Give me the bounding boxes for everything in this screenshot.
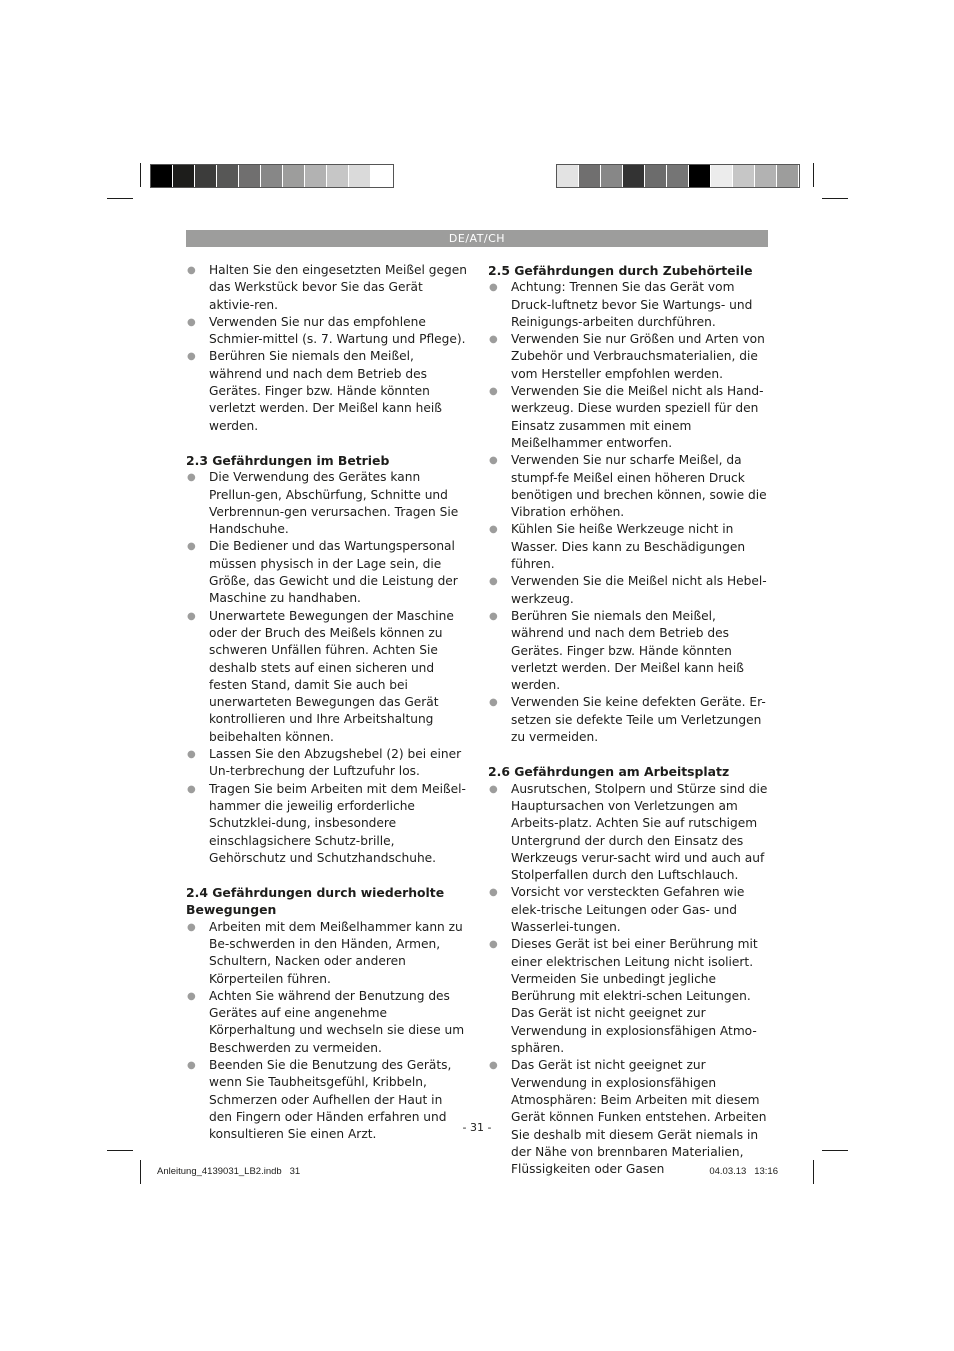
list-item-text: Dieses Gerät ist bei einer Berührung mit einer elektrischen Leitung nicht isoliert. Vermeiden Sie unbedingt jegliche Berührung mit elektri-schen Leitungen. Das Gerät ist nicht geeignet zur Verwendung in explosionsfähigen Atmo-sphären. bbox=[511, 937, 758, 1056]
list-item bbox=[488, 331, 770, 383]
color-bar-left bbox=[150, 164, 394, 188]
list-item bbox=[186, 746, 468, 781]
list-item-text: Berühren Sie niemals den Meißel, während und nach dem Betrieb des Gerätes. Finger bzw. Hände könnten verletzt werden. Der Meißel kann heiß werden. bbox=[511, 608, 744, 693]
crop-mark bbox=[813, 1160, 814, 1184]
bullet-icon: ● bbox=[489, 887, 498, 899]
color-swatch bbox=[601, 165, 623, 187]
bullet-icon: ● bbox=[187, 749, 196, 761]
color-swatch bbox=[371, 165, 393, 187]
color-swatch bbox=[261, 165, 283, 187]
list-item bbox=[186, 781, 468, 867]
bullet-icon: ● bbox=[489, 386, 498, 398]
color-swatch bbox=[557, 165, 579, 187]
section-heading: 2.6 Gefährdungen am Arbeitsplatz bbox=[488, 764, 730, 780]
list-item-text: Kühlen Sie heiße Werkzeuge nicht in Wasser. Dies kann zu Beschädigungen führen. bbox=[511, 522, 746, 572]
section-heading: 2.4 Gefährdungen durch wiederholte Bewegungen bbox=[186, 885, 445, 918]
list-item bbox=[186, 314, 468, 349]
page-number: - 31 - bbox=[462, 1121, 492, 1134]
crop-mark bbox=[822, 1150, 848, 1151]
list-item-text: Achten Sie während der Benutzung des Gerätes auf eine angenehme Körperhaltung und wechseln sie diese um Beschwerden zu vermeiden. bbox=[209, 988, 465, 1055]
crop-mark bbox=[822, 198, 848, 199]
color-swatch bbox=[173, 165, 195, 187]
section bbox=[186, 452, 468, 867]
bullet-icon: ● bbox=[187, 265, 196, 276]
list-item-text: Verwenden Sie die Meißel nicht als Hebel-werkzeug. bbox=[511, 574, 767, 606]
list-item bbox=[488, 781, 770, 885]
color-swatch bbox=[623, 165, 645, 187]
list-item-text: Halten Sie den eingesetzten Meißel gegen das Werkstück bevor Sie das Gerät aktivie-ren. bbox=[209, 263, 467, 312]
color-bar-right bbox=[556, 164, 800, 188]
color-swatch bbox=[733, 165, 755, 187]
bullet-icon: ● bbox=[187, 921, 196, 933]
color-swatch bbox=[689, 165, 711, 187]
crop-mark bbox=[140, 163, 141, 187]
list-item-text: Beenden Sie die Benutzung des Geräts, wenn Sie Taubheitsgefühl, Kribbeln, Schmerzen oder Aufhellen der Haut in den Fingern oder Händen erfahren und konsultieren Sie einen Arzt. bbox=[209, 1058, 452, 1142]
list-item bbox=[186, 262, 468, 314]
list-item-text: Verwenden Sie die Meißel nicht als Hand-werkzeug. Diese wurden speziell für den Einsatz zusammen mit einem Meißelhammer entworfen. bbox=[511, 384, 764, 450]
color-swatch bbox=[349, 165, 371, 187]
bullet-list bbox=[488, 781, 770, 1179]
section bbox=[488, 262, 770, 746]
list-item-text: Ausrutschen, Stolpern und Stürze sind die Hauptursachen von Verletzungen am Arbeits-platz. Achten Sie auf rutschigem Untergrund der durch den Einsatz des Werkzeugs verur-sacht wird und auch auf Stolperfallen durch den Luftschlauch. bbox=[511, 781, 768, 883]
bullet-list bbox=[488, 279, 770, 746]
right-column bbox=[488, 262, 770, 1195]
list-item-text: Das Gerät ist nicht geeignet zur Verwendung in explosionsfähigen Atmosphären: Beim Arbeiten mit diesem Gerät können Funken entstehen. Arbeiten Sie deshalb mit diesem Gerät niemals in der Nähe von brennbaren Materialien, Flüssigkeiten oder Gasen bbox=[511, 1058, 767, 1177]
bullet-list bbox=[186, 262, 468, 435]
color-swatch bbox=[711, 165, 733, 187]
footer-datetime: 04.03.13 13:16 bbox=[709, 1166, 778, 1177]
crop-mark bbox=[107, 198, 133, 199]
list-item-text: Die Verwendung des Gerätes kann Prellun-gen, Abschürfung, Schnitte und Verbrennun-gen verursachen. Tragen Sie Handschuhe. bbox=[209, 470, 459, 537]
list-item bbox=[186, 988, 468, 1057]
bullet-icon: ● bbox=[489, 783, 498, 795]
list-item-text: Verwenden Sie nur scharfe Meißel, da stumpf-fe Meißel einen höheren Druck benötigen und brechen können, sowie die Vibration erhöhen. bbox=[511, 453, 767, 520]
bullet-icon: ● bbox=[489, 524, 498, 536]
color-swatch bbox=[283, 165, 305, 187]
bullet-icon: ● bbox=[489, 576, 498, 588]
list-item bbox=[488, 884, 770, 936]
color-swatch bbox=[667, 165, 689, 187]
list-item bbox=[488, 936, 770, 1057]
bullet-icon: ● bbox=[489, 610, 498, 622]
color-swatch bbox=[217, 165, 239, 187]
list-item bbox=[488, 694, 770, 746]
section bbox=[186, 262, 468, 435]
color-swatch bbox=[777, 165, 799, 187]
list-item-text: Verwenden Sie nur das empfohlene Schmier-mittel (s. 7. Wartung und Pflege). bbox=[209, 314, 466, 347]
section bbox=[488, 763, 770, 1178]
list-item-text: Verwenden Sie keine defekten Geräte. Er-setzen sie defekte Teile um Verletzungen zu vermeiden. bbox=[511, 695, 766, 745]
bullet-icon: ● bbox=[187, 610, 196, 622]
list-item-text: Berühren Sie niemals den Meißel, während und nach dem Betrieb des Gerätes. Finger bzw. Hände könnten verletzt werden. Der Meißel kann heiß werden. bbox=[209, 349, 442, 433]
crop-mark bbox=[813, 163, 814, 187]
section bbox=[186, 884, 468, 1143]
bullet-icon: ● bbox=[187, 990, 196, 1002]
bullet-icon: ● bbox=[489, 697, 498, 709]
bullet-list bbox=[186, 469, 468, 867]
footer-file-info: Anleitung_4139031_LB2.indb 31 bbox=[157, 1166, 301, 1177]
language-header-bar: DE/AT/CH bbox=[186, 230, 768, 247]
list-item bbox=[488, 521, 770, 573]
list-item-text: Lassen Sie den Abzugshebel (2) bei einer Un-terbrechung der Luftzufuhr los. bbox=[209, 747, 462, 779]
list-item bbox=[488, 1057, 770, 1178]
bullet-icon: ● bbox=[489, 455, 498, 467]
list-item-text: Vorsicht vor versteckten Gefahren wie elek-trische Leitungen oder Gas- und Wasserlei-tungen. bbox=[511, 885, 745, 934]
bullet-icon: ● bbox=[187, 316, 196, 328]
color-swatch bbox=[305, 165, 327, 187]
list-item-text: Achtung: Trennen Sie das Gerät vom Druck-luftnetz bevor Sie Wartungs- und Reinigungs-arbeiten durchführen. bbox=[511, 280, 753, 329]
color-swatch bbox=[195, 165, 217, 187]
bullet-icon: ● bbox=[187, 783, 196, 795]
left-column bbox=[186, 262, 468, 1161]
bullet-icon: ● bbox=[489, 939, 498, 951]
list-item-text: Unerwartete Bewegungen der Maschine oder der Bruch des Meißels können zu schweren Unfällen führen. Achten Sie deshalb stets auf einen sicheren und festen Stand, damit Sie auch bei unerwarteten Bewegungen das Gerät kontrollieren und Ihre Arbeitshaltung beibehalten können. bbox=[209, 608, 454, 744]
bullet-icon: ● bbox=[489, 282, 498, 294]
bullet-list bbox=[186, 919, 468, 1144]
list-item bbox=[488, 452, 770, 521]
list-item bbox=[488, 383, 770, 452]
color-swatch bbox=[327, 165, 349, 187]
bullet-icon: ● bbox=[489, 1060, 498, 1072]
crop-mark bbox=[107, 1150, 133, 1151]
color-swatch bbox=[239, 165, 261, 187]
list-item bbox=[488, 573, 770, 608]
bullet-icon: ● bbox=[489, 334, 498, 346]
list-item-text: Die Bediener und das Wartungspersonal müssen physisch in der Lage sein, die Größe, das Gewicht und die Leistung der Maschine zu handhaben. bbox=[209, 539, 458, 606]
list-item bbox=[186, 919, 468, 988]
color-swatch bbox=[579, 165, 601, 187]
list-item bbox=[186, 608, 468, 746]
list-item-text: Tragen Sie beim Arbeiten mit dem Meißel-hammer die jeweilig erforderliche Schutzklei-dung, insbesondere einschlagsichere Schutz-brille, Gehörschutz und Schutzhandschuhe. bbox=[209, 781, 466, 865]
bullet-icon: ● bbox=[187, 541, 196, 553]
list-item bbox=[186, 348, 468, 434]
bullet-icon: ● bbox=[187, 1060, 196, 1072]
list-item bbox=[186, 469, 468, 538]
crop-mark bbox=[140, 1160, 141, 1184]
list-item bbox=[186, 538, 468, 607]
color-swatch bbox=[645, 165, 667, 187]
bullet-icon: ● bbox=[187, 472, 196, 484]
bullet-icon: ● bbox=[187, 351, 196, 363]
color-swatch bbox=[755, 165, 777, 187]
list-item bbox=[488, 608, 770, 694]
list-item-text: Arbeiten mit dem Meißelhammer kann zu Be-schwerden in den Händen, Armen, Schultern, Nacken oder anderen Körperteilen führen. bbox=[209, 919, 463, 986]
section-heading: 2.3 Gefährdungen im Betrieb bbox=[186, 452, 390, 468]
color-swatch bbox=[151, 165, 173, 187]
section-heading: 2.5 Gefährdungen durch Zubehörteile bbox=[488, 263, 753, 278]
list-item bbox=[488, 279, 770, 331]
list-item-text: Verwenden Sie nur Größen und Arten von Zubehör und Verbrauchsmaterialien, die vom Hersteller empfohlen werden. bbox=[511, 332, 765, 381]
